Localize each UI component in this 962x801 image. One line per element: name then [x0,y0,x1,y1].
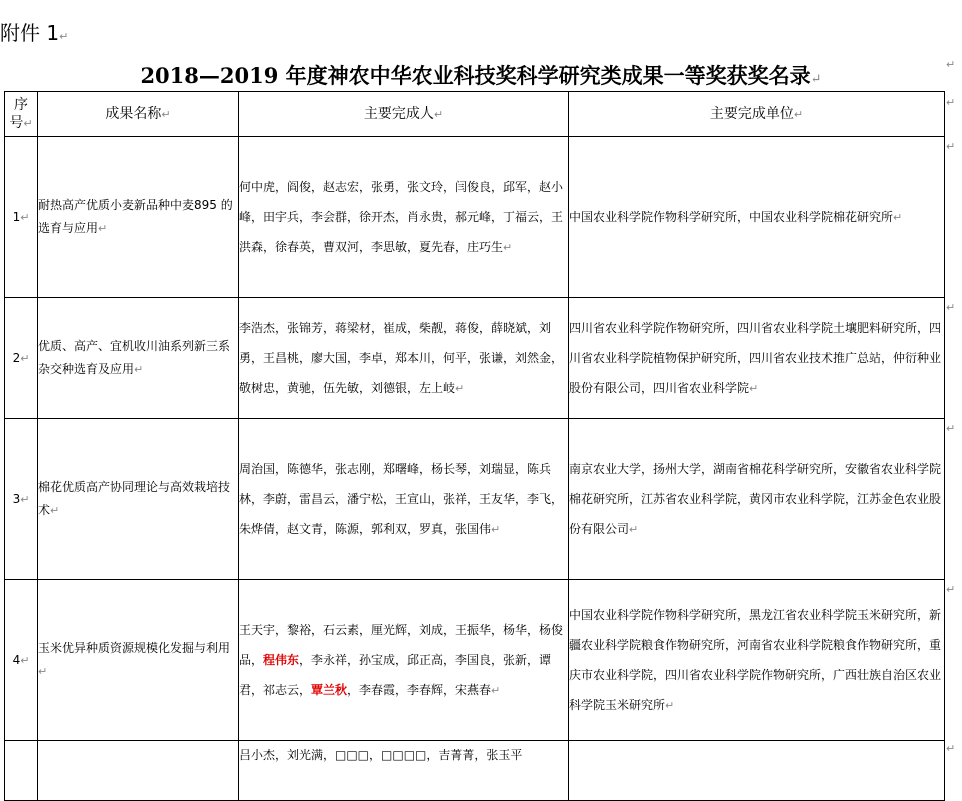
main-units: 四川省农业科学院作物研究所，四川省农业科学院土壤肥料研究所，四川省农业科学院植物保护研究所，四川省农业技术推广总站，仲衍种业股份有限公司，四川省农业科学院↵ [569,298,945,419]
achievement-name [38,741,239,801]
paragraph-mark-icon: ↵ [946,583,956,596]
main-contributors: 王天宇，黎裕，石云素，厘光辉，刘成，王振华，杨华，杨俊品，程伟东，李永祥，孙宝成，邱正高，李国良，张新，谭君，祁志云，覃兰秋，李春霞，李春辉，宋燕春↵ [239,580,569,741]
row-number: 2↵ [5,298,38,419]
header-achievement-name: 成果名称↵ [38,92,239,137]
main-contributors: 李浩杰，张锦芳，蒋梁材，崔成，柴靓，蒋俊，薛晓斌，刘勇，王昌桃，廖大国，李卓，郑本川，何平，张谦，刘然金，敬树忠，黄驰，伍先敏，刘德银，左上岐↵ [239,298,569,419]
main-units: 南京农业大学，扬州大学，湖南省棉花科学研究所，安徽省农业科学院棉花研究所，江苏省农业科学院，黄冈市农业科学院，江苏金色农业股份有限公司↵ [569,419,945,580]
row-number: 3↵ [5,419,38,580]
achievement-name: 优质、高产、宜机收川油系列新三系杂交种选育及应用↵ [38,298,239,419]
achievement-name: 耐热高产优质小麦新品种中麦895 的选育与应用↵ [38,137,239,298]
main-units: 中国农业科学院作物科学研究所，中国农业科学院棉花研究所↵ [569,137,945,298]
table-row [5,419,945,580]
table-row [5,137,945,298]
paragraph-mark-icon: ↵ [946,742,956,755]
paragraph-mark-icon: ↵ [946,140,956,153]
document-title: 2018—2019 年度神农中华农业科技奖科学研究类成果一等奖获奖名录↵ [140,63,822,88]
header-main-units: 主要完成单位↵ [569,92,945,137]
highlighted-name: 程伟东 [263,652,300,667]
row-number: 4↵ [5,580,38,741]
row-number [5,741,38,801]
table-header-row [5,92,945,137]
achievement-name: 棉花优质高产协同理论与高效栽培技术↵ [38,419,239,580]
highlighted-name: 覃兰秋 [311,682,348,697]
paragraph-mark-icon: ↵ [946,301,956,314]
row-number: 1↵ [5,137,38,298]
paragraph-mark-icon: ↵ [59,30,69,43]
paragraph-mark-icon: ↵ [810,72,822,87]
main-units [569,741,945,801]
paragraph-mark-icon: ↵ [946,96,956,109]
annex-label: 附件 1↵ [0,21,69,45]
main-contributors: 吕小杰，刘光满，□□□，□□□□，吉菁菁，张玉平 [239,741,569,801]
table-row [5,580,945,741]
main-contributors: 何中虎，阎俊，赵志宏，张勇，张文玲，闫俊良，邱军，赵小峰，田宇兵，李会群，徐开杰，肖永贵，郝元峰，丁福云，王洪森，徐春英，曹双河，李思敏，夏先春，庄巧生↵ [239,137,569,298]
award-table [4,91,945,801]
main-units: 中国农业科学院作物科学研究所，黑龙江省农业科学院玉米研究所，新疆农业科学院粮食作物研究所，河南省农业科学院粮食作物研究所，重庆市农业科学院，四川省农业科学院作物研究所，广西壮族自治区农业科学院玉米研究所↵ [569,580,945,741]
paragraph-mark-icon: ↵ [946,58,956,71]
achievement-name: 玉米优异种质资源规模化发掘与利用↵ [38,580,239,741]
header-number: 序 号↵ [5,92,38,137]
table-row [5,298,945,419]
paragraph-mark-icon: ↵ [946,422,956,435]
main-contributors: 周治国，陈德华，张志刚，郑曙峰，杨长琴，刘瑞显，陈兵林，李蔚，雷昌云，潘宁松，王宣山，张祥，王友华，李飞，朱烨倩，赵文青，陈源，郭利双，罗真，张国伟↵ [239,419,569,580]
header-main-contributors: 主要完成人↵ [239,92,569,137]
table-row [5,741,945,801]
